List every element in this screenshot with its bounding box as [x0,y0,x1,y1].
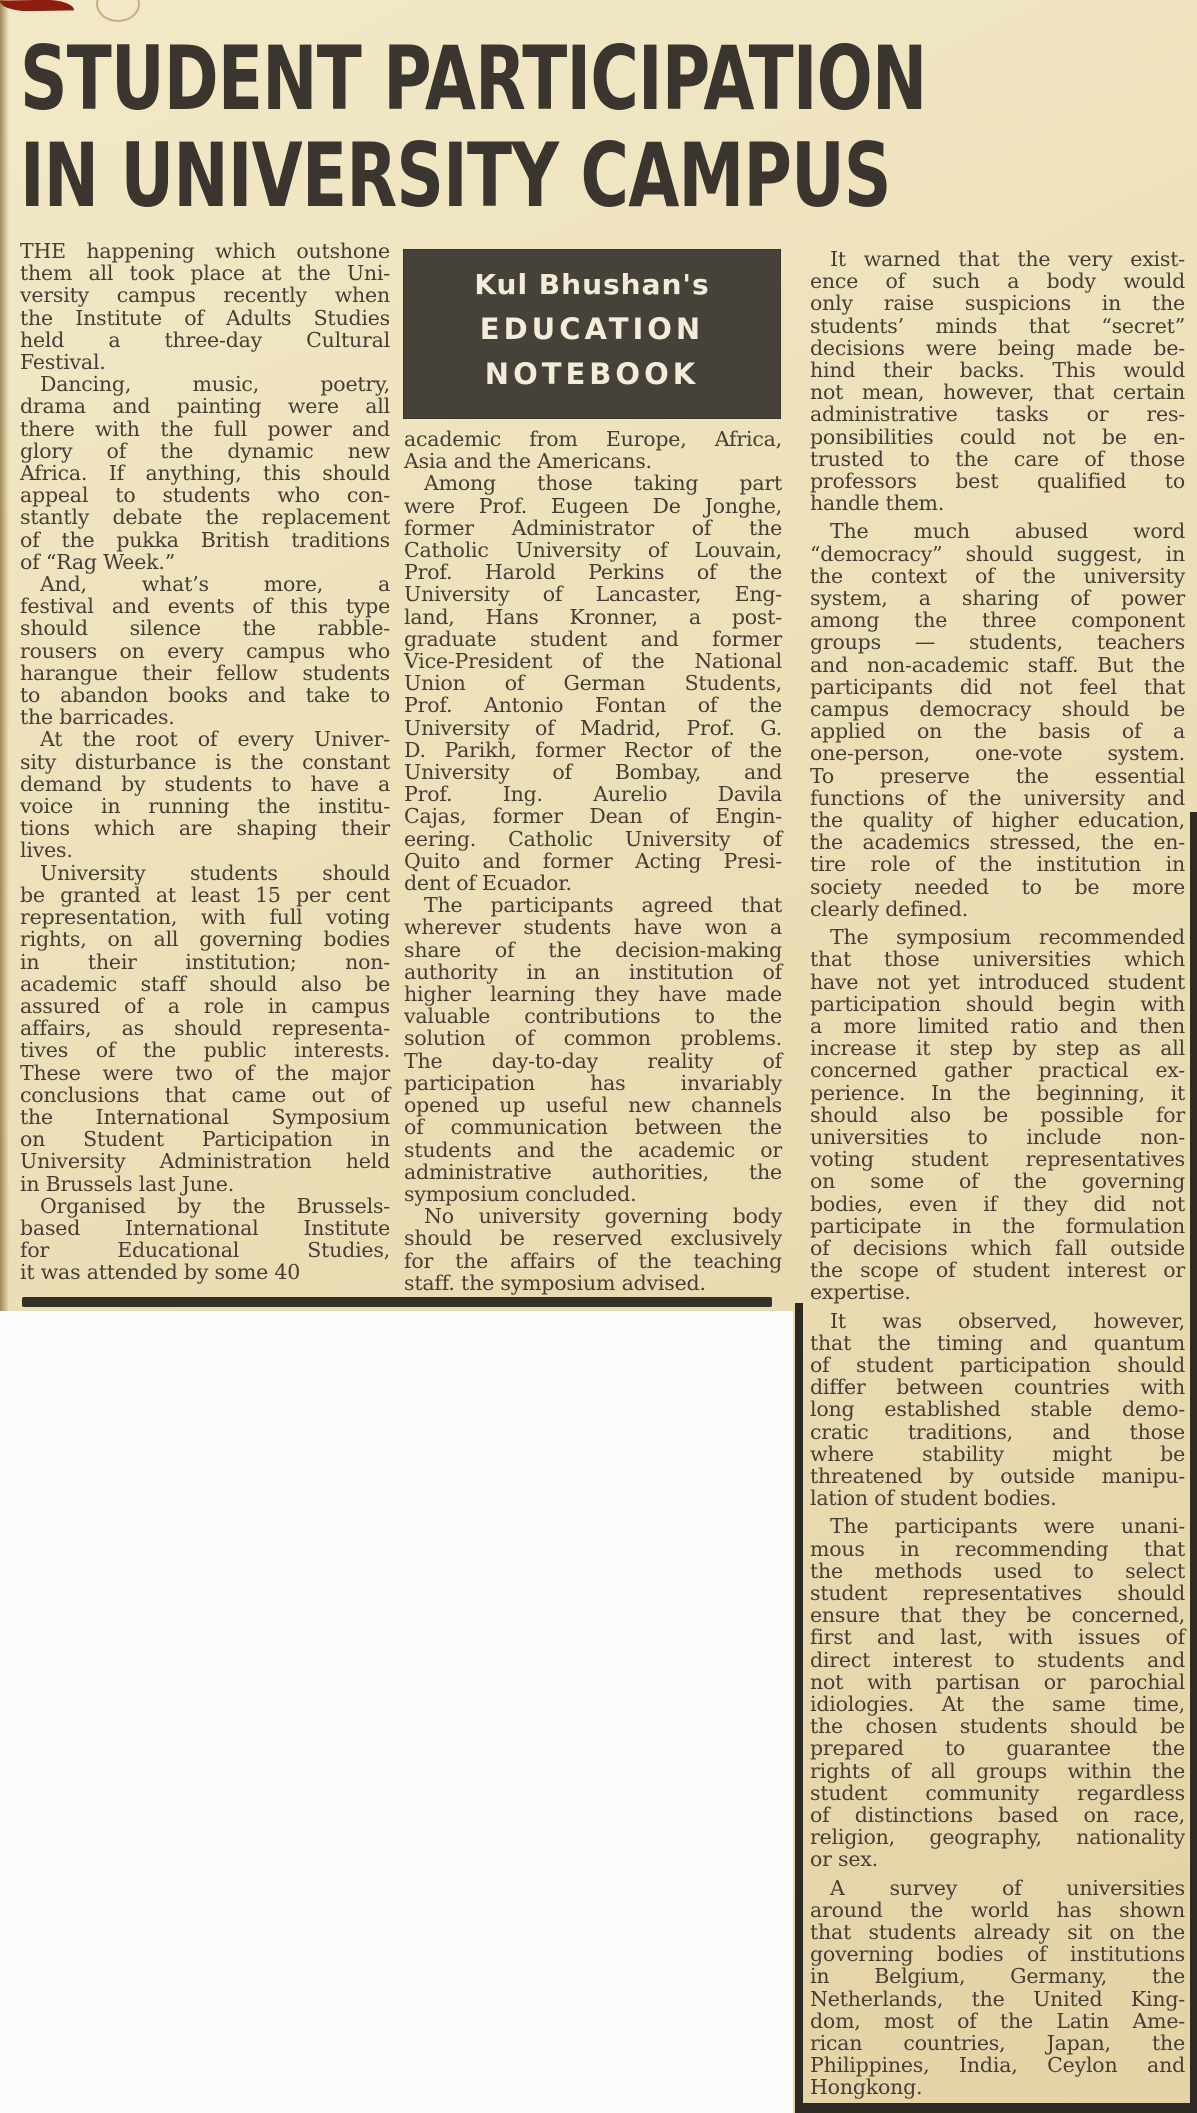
text-line: representation, with full voting [20,905,390,930]
paragraph [404,472,782,894]
text-line: rousers on every campus who [20,638,390,663]
text-line: drama and painting were all [20,394,390,419]
red-ink-mark [0,0,74,12]
text-line: demand by students to have a [20,771,390,796]
text-line: affairs, as should representa- [20,1016,390,1041]
text-line: participation has invariably [404,1070,782,1095]
text-line: Cajas, former Dean of Engin- [404,804,782,829]
text-line: wherever students have won a [404,915,782,940]
text-line: ponsibilities could not be en- [810,424,1185,449]
text-line: rights of all groups within the [810,1758,1185,1783]
text-line: there with the full power and [20,416,390,441]
text-line: Among those taking part [424,471,782,496]
paper-edge-shadow [0,0,9,1311]
text-line: that students already sit on the [810,1920,1185,1945]
text-line: students’ minds that “secret” [810,313,1185,338]
text-line: harangue their fellow students [20,660,390,685]
text-line: concerned gather practical ex- [810,1058,1185,1083]
notebook-title-line-2: NOTEBOOK [484,357,700,391]
paragraph [810,248,1185,514]
bottom-divider-rule [22,1297,772,1307]
text-line: groups — students, teachers [810,630,1185,655]
text-line: the barricades. [20,705,175,730]
headline-line-1: STUDENT PARTICIPATION [20,27,927,130]
column-right-rule [1190,812,1197,2113]
text-line: in Belgium, Germany, the [810,1964,1185,1989]
article-column-2-text [404,428,782,1294]
text-line: them all took place at the Uni- [20,261,390,286]
text-line: the context of the university [810,563,1185,588]
text-line: of the pukka British traditions [20,527,390,552]
text-line: on Student Participation in [20,1127,390,1152]
text-line: University of Bombay, and [404,760,782,785]
text-line: of decisions which fall outside [810,1235,1185,1260]
text-line: based International Institute [20,1215,390,1240]
text-line: University Administration held [20,1149,390,1174]
notebook-title-line-1: EDUCATION [479,312,705,346]
text-line: tire role of the institution in [810,852,1185,877]
text-line: universities to include non- [810,1124,1185,1149]
text-line: A survey of universities [830,1875,1185,1900]
paragraph [20,862,390,1195]
text-line: of student participation should [810,1352,1185,1377]
text-line: University of Lancaster, Eng- [404,582,782,607]
article-headline [20,27,1197,227]
paragraph [810,1877,1185,2099]
text-line: “democracy” should suggest, in [810,541,1185,566]
text-line: academic staff should also be [20,971,390,996]
education-notebook-box [404,250,780,418]
paragraph [404,1205,782,1294]
text-line: lives. [20,838,73,863]
text-line: bodies, even if they did not [810,1191,1185,1216]
text-line: THE happening which outshone [20,239,390,263]
text-line: glory of the dynamic new [20,438,390,463]
text-line: ensure that they be concerned, [810,1603,1185,1628]
text-line: Union of German Students, [404,671,782,696]
text-line: appeal to students who con- [20,483,390,508]
text-line: At the root of every Univer- [40,727,390,752]
text-line: dent of Ecuador. [404,871,572,896]
text-line: Africa. If anything, this should [20,461,390,486]
article-column-2 [404,250,782,1294]
text-line: only raise suspicions in the [810,291,1185,316]
text-line: have not yet introduced student [810,969,1185,994]
text-line: The symposium recommended [830,925,1185,950]
text-line: should silence the rabble- [20,616,390,641]
text-line: prepared to guarantee the [810,1736,1185,1761]
text-line: administrative authorities, the [404,1159,782,1184]
text-line: assured of a role in campus [20,993,390,1018]
text-line: festival and events of this type [20,594,390,619]
text-line: be granted at least 15 per cent [20,882,390,907]
text-line: tives of the public interests. [20,1038,390,1063]
text-line: The day-to-day reality of [404,1048,782,1073]
text-line: versity campus recently when [20,283,390,308]
text-line: not with partisan or parochial [810,1669,1185,1694]
text-line: former Administrator of the [404,515,782,540]
paragraph [20,373,390,573]
text-line: share of the decision-making [404,937,782,962]
text-line: campus democracy should be [810,697,1185,722]
text-line: symposium concluded. [404,1181,637,1206]
paragraph [810,926,1185,1303]
text-line: The participants were unani- [830,1514,1185,1539]
text-line: Organised by the Brussels- [40,1193,390,1218]
text-line: increase it step by step as all [810,1036,1185,1061]
paragraph [404,894,782,1205]
text-line: Prof. Harold Perkins of the [404,560,782,585]
text-line: graduate student and former [404,626,782,651]
text-line: No university governing body [424,1204,782,1229]
text-line: academic from Europe, Africa, [404,427,782,451]
text-line: lation of student bodies. [810,1486,1057,1511]
text-line: professors best qualified to [810,469,1185,494]
headline-line-2: IN UNIVERSITY CAMPUS [20,124,891,227]
text-line: that those universities which [810,947,1185,972]
text-line: where stability might be [810,1441,1185,1466]
text-line: These were two of the major [20,1060,390,1085]
text-line: solution of common problems. [404,1026,782,1051]
text-line: long established stable demo- [810,1397,1185,1422]
text-line: on some of the governing [810,1169,1185,1194]
text-line: student representatives should [810,1580,1185,1605]
text-line: opened up useful new channels [404,1093,782,1118]
text-line: decisions were being made be- [810,335,1185,360]
text-line: for Educational Studies, [20,1238,390,1263]
text-line: idiologies. At the same time, [810,1692,1185,1716]
text-line: held a three-day Cultural [20,327,390,352]
text-line: a more limited ratio and then [810,1013,1185,1038]
text-line: the scope of student interest or [810,1258,1185,1283]
column-bottom-rule [795,2103,1197,2113]
text-line: Netherlands, the United King- [810,1986,1185,2011]
text-line: It was observed, however, [830,1308,1185,1333]
text-line: hind their backs. This would [810,358,1185,383]
text-line: Quito and former Acting Presi- [404,848,782,873]
paragraph [20,728,390,861]
paragraph [20,573,390,728]
text-line: The much abused word [830,519,1185,544]
text-line: rican countries, Japan, the [810,2031,1185,2056]
article-column-1 [20,240,390,1284]
text-line: of “Rag Week.” [20,549,175,574]
text-line: of communication between the [404,1115,782,1140]
text-line: trusted to the care of those [810,446,1185,471]
text-line: cratic traditions, and those [810,1419,1185,1444]
text-line: students and the academic or [404,1137,782,1162]
text-line: expertise. [810,1280,911,1305]
text-line: one-person, one-vote system. [810,741,1185,766]
text-line: voting student representatives [810,1147,1185,1172]
text-line: The participants agreed that [424,893,782,918]
text-line: Dancing, music, poetry, [40,372,390,397]
article-column-3 [810,248,1185,2099]
text-line: that the timing and quantum [810,1330,1185,1355]
text-line: Asia and the Americans. [404,449,652,474]
paragraph [810,1310,1185,1510]
text-line: Prof. Ing. Aurelio Davila [404,782,782,807]
text-line: eering. Catholic University of [404,826,782,851]
text-line: Catholic University of Louvain, [404,538,782,563]
column-left-rule [795,1303,803,2113]
text-line: Vice-President of the National [404,649,782,674]
text-line: the chosen students should be [810,1714,1185,1739]
text-line: Philippines, India, Ceylon and [810,2053,1185,2078]
text-line: perience. In the beginning, it [810,1080,1185,1105]
text-line: in Brussels last June. [20,1171,235,1196]
text-line: conclusions that came out of [20,1082,390,1107]
scanner-background [0,1311,793,2113]
text-line: ence of such a body would [810,269,1185,294]
text-line: stantly debate the replacement [20,505,390,530]
text-line: It warned that the very exist- [830,247,1185,271]
text-line: or sex. [810,1847,878,1872]
text-line: valuable contributions to the [404,1004,782,1029]
text-line: University of Madrid, Prof. G. [404,715,782,740]
text-line: functions of the university and [810,785,1185,810]
text-line: higher learning they have made [404,982,782,1007]
text-line: the Institute of Adults Studies [20,305,390,330]
text-line: should be reserved exclusively [404,1226,782,1251]
text-line: the International Symposium [20,1104,390,1129]
text-line: D. Parikh, former Rector of the [404,737,782,762]
pencil-circle-mark [96,0,140,22]
text-line: To preserve the essential [810,763,1185,788]
text-line: Hongkong. [810,2075,923,2100]
text-line: differ between countries with [810,1375,1185,1400]
text-line: the academics stressed, the en- [810,830,1185,855]
text-line: society needed to be more [810,874,1185,899]
text-line: Festival. [20,350,106,375]
text-line: were Prof. Eugeen De Jonghe, [404,493,782,518]
text-line: dom, most of the Latin Ame- [810,2008,1185,2033]
text-line: direct interest to students and [810,1647,1185,1672]
text-line: not mean, however, that certain [810,380,1185,405]
text-line: participation should begin with [810,991,1185,1016]
text-line: applied on the basis of a [810,719,1185,744]
text-line: should also be possible for [810,1102,1185,1127]
paragraph [404,428,782,472]
text-line: it was attended by some 40 [20,1260,301,1285]
paragraph [20,1195,390,1284]
text-line: of distinctions based on race, [810,1803,1185,1828]
text-line: first and last, with issues of [810,1625,1185,1650]
text-line: the quality of higher education, [810,808,1185,833]
paragraph [20,240,390,373]
text-line: land, Hans Kronner, a post- [404,604,782,629]
text-line: participants did not feel that [810,674,1185,699]
text-line: Prof. Antonio Fontan of the [404,693,782,718]
text-line: And, what’s more, a [40,572,390,597]
text-line: authority in an institution of [404,959,782,984]
text-line: the methods used to select [810,1558,1185,1583]
text-line: University students should [40,860,390,885]
text-line: participate in the formulation [810,1213,1185,1238]
notebook-byline: Kul Bhushan's [474,268,710,301]
text-line: rights, on all governing bodies [20,927,390,952]
text-line: religion, geography, nationality [810,1825,1185,1850]
text-line: among the three component [810,608,1185,633]
text-line: staff. the symposium advised. [404,1270,706,1295]
paragraph [810,520,1185,920]
text-line: mous in recommending that [810,1536,1185,1561]
text-line: to abandon books and take to [20,683,390,708]
text-line: threatened by outside manipu- [810,1463,1185,1488]
text-line: system, a sharing of power [810,586,1185,611]
text-line: sity disturbance is the constant [20,749,390,774]
text-line: in their institution; non- [20,949,390,974]
text-line: handle them. [810,491,945,516]
text-line: governing bodies of institutions [810,1942,1185,1967]
text-line: around the world has shown [810,1897,1185,1922]
text-line: voice in running the institu- [20,794,390,819]
text-line: for the affairs of the teaching [404,1248,782,1273]
text-line: student community regardless [810,1780,1185,1805]
text-line: administrative tasks or res- [810,402,1185,427]
text-line: tions which are shaping their [20,816,390,841]
text-line: clearly defined. [810,896,969,921]
paragraph [810,1515,1185,1870]
text-line: and non-academic staff. But the [810,652,1185,677]
